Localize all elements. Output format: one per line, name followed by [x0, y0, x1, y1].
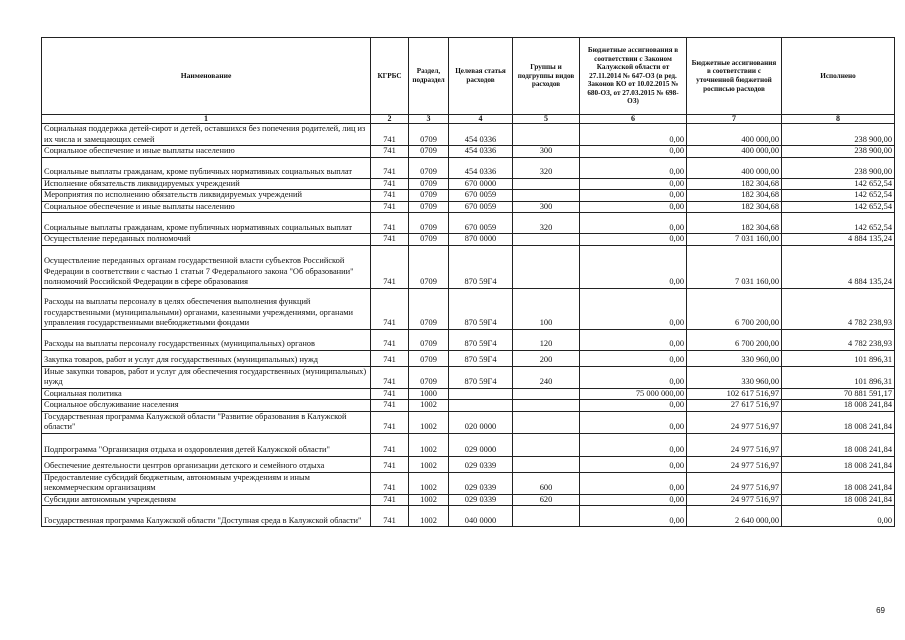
cell-refined: 24 977 516,97 [687, 494, 782, 506]
cell-law: 0,00 [580, 366, 687, 388]
cell-target: 870 59Г4 [449, 245, 513, 288]
header-groups: Группы и подгруппы видов расходов [513, 38, 580, 115]
cell-refined: 2 640 000,00 [687, 506, 782, 527]
cell-refined: 400 000,00 [687, 146, 782, 158]
table-row [42, 201, 895, 213]
cell-refined: 330 960,00 [687, 350, 782, 366]
table-row [42, 350, 895, 366]
cell-target: 029 0339 [449, 456, 513, 472]
cell-refined: 400 000,00 [687, 124, 782, 146]
cell-section: 0709 [409, 124, 449, 146]
cell-group [513, 456, 580, 472]
cell-target: 670 0059 [449, 190, 513, 202]
cell-name: Иные закупки товаров, работ и услуг для обеспечения государственных (муниципальных) нужд [42, 366, 371, 388]
table-row [42, 472, 895, 494]
cell-name: Государственная программа Калужской области "Развитие образования в Калужской области" [42, 411, 371, 433]
cell-refined: 182 304,68 [687, 213, 782, 234]
cell-refined: 182 304,68 [687, 190, 782, 202]
column-number: 5 [513, 115, 580, 124]
cell-name: Социальное обеспечение и иные выплаты населению [42, 146, 371, 158]
cell-law: 0,00 [580, 433, 687, 456]
cell-target: 670 0059 [449, 201, 513, 213]
cell-group: 200 [513, 350, 580, 366]
cell-name: Субсидии автономным учреждениям [42, 494, 371, 506]
header-name: Наименование [42, 38, 371, 115]
cell-executed: 142 652,54 [782, 213, 895, 234]
cell-executed: 4 884 135,24 [782, 245, 895, 288]
cell-name: Государственная программа Калужской области "Доступная среда в Калужской области" [42, 506, 371, 527]
cell-target: 870 59Г4 [449, 366, 513, 388]
column-number: 1 [42, 115, 371, 124]
cell-refined: 7 031 160,00 [687, 234, 782, 246]
cell-executed: 18 008 241,84 [782, 456, 895, 472]
header-row [42, 38, 895, 115]
cell-kgrbs: 741 [371, 124, 409, 146]
table-row [42, 494, 895, 506]
cell-law: 0,00 [580, 506, 687, 527]
cell-executed: 101 896,31 [782, 350, 895, 366]
cell-section: 0709 [409, 245, 449, 288]
cell-target: 870 59Г4 [449, 288, 513, 329]
header-assign-law: Бюджетные ассигнования в соответствии с Законом Калужской области от 27.11.2014 № 647-ОЗ (в ред. Законов КО от 10.02.2015 № 680-ОЗ, от 27.03.2015 № 698-ОЗ) [580, 38, 687, 115]
cell-section: 1002 [409, 400, 449, 412]
cell-section: 0709 [409, 350, 449, 366]
cell-kgrbs: 741 [371, 472, 409, 494]
cell-refined: 6 700 200,00 [687, 288, 782, 329]
cell-kgrbs: 741 [371, 245, 409, 288]
cell-section: 1002 [409, 472, 449, 494]
cell-executed: 101 896,31 [782, 366, 895, 388]
cell-group [513, 190, 580, 202]
cell-group: 100 [513, 288, 580, 329]
cell-law: 0,00 [580, 234, 687, 246]
cell-target: 029 0000 [449, 433, 513, 456]
cell-name: Социальная поддержка детей-сирот и детей, оставшихся без попечения родителей, лиц из их числа и замещающих семей [42, 124, 371, 146]
cell-kgrbs: 741 [371, 190, 409, 202]
cell-group: 320 [513, 213, 580, 234]
table-row [42, 124, 895, 146]
table-row [42, 190, 895, 202]
table-row [42, 411, 895, 433]
cell-group [513, 433, 580, 456]
cell-executed: 142 652,54 [782, 178, 895, 190]
cell-executed: 142 652,54 [782, 201, 895, 213]
cell-section: 0709 [409, 178, 449, 190]
cell-kgrbs: 741 [371, 456, 409, 472]
cell-executed: 4 782 238,93 [782, 288, 895, 329]
table-row [42, 288, 895, 329]
cell-executed: 18 008 241,84 [782, 472, 895, 494]
cell-section: 1002 [409, 506, 449, 527]
cell-kgrbs: 741 [371, 288, 409, 329]
cell-law: 75 000 000,00 [580, 388, 687, 400]
cell-law: 0,00 [580, 329, 687, 350]
table-row [42, 234, 895, 246]
table-row [42, 506, 895, 527]
cell-refined: 27 617 516,97 [687, 400, 782, 412]
cell-name: Осуществление переданных полномочий [42, 234, 371, 246]
cell-group: 300 [513, 201, 580, 213]
table-row [42, 146, 895, 158]
header-kgrbs: КГРБС [371, 38, 409, 115]
cell-law: 0,00 [580, 213, 687, 234]
cell-target [449, 388, 513, 400]
cell-target: 670 0000 [449, 178, 513, 190]
cell-executed: 142 652,54 [782, 190, 895, 202]
cell-name: Социальное обеспечение и иные выплаты населению [42, 201, 371, 213]
table-row [42, 456, 895, 472]
budget-table [41, 37, 895, 527]
cell-executed: 18 008 241,84 [782, 433, 895, 456]
table-row [42, 388, 895, 400]
header-assign-refined: Бюджетные ассигнования в соответствии с уточненной бюджетной росписью расходов [687, 38, 782, 115]
cell-group: 320 [513, 157, 580, 178]
cell-name: Расходы на выплаты персоналу государственных (муниципальных) органов [42, 329, 371, 350]
column-number: 2 [371, 115, 409, 124]
cell-section: 1002 [409, 456, 449, 472]
cell-kgrbs: 741 [371, 433, 409, 456]
cell-group: 120 [513, 329, 580, 350]
cell-group: 600 [513, 472, 580, 494]
cell-target: 454 0336 [449, 124, 513, 146]
table-row [42, 213, 895, 234]
header-target: Целевая статья расходов [449, 38, 513, 115]
cell-law: 0,00 [580, 472, 687, 494]
table-row [42, 178, 895, 190]
cell-target: 870 0000 [449, 234, 513, 246]
cell-refined: 7 031 160,00 [687, 245, 782, 288]
cell-refined: 24 977 516,97 [687, 433, 782, 456]
cell-group: 240 [513, 366, 580, 388]
page-number: 69 [876, 606, 885, 615]
cell-executed: 4 884 135,24 [782, 234, 895, 246]
cell-section: 0709 [409, 213, 449, 234]
cell-law: 0,00 [580, 245, 687, 288]
cell-refined: 182 304,68 [687, 201, 782, 213]
column-number: 7 [687, 115, 782, 124]
cell-executed: 238 900,00 [782, 157, 895, 178]
cell-executed: 238 900,00 [782, 124, 895, 146]
cell-kgrbs: 741 [371, 494, 409, 506]
cell-kgrbs: 741 [371, 400, 409, 412]
cell-name: Обеспечение деятельности центров организации детского и семейного отдыха [42, 456, 371, 472]
cell-executed: 70 881 591,17 [782, 388, 895, 400]
cell-group [513, 400, 580, 412]
cell-group [513, 506, 580, 527]
cell-kgrbs: 741 [371, 329, 409, 350]
cell-group [513, 234, 580, 246]
cell-kgrbs: 741 [371, 213, 409, 234]
cell-section: 0709 [409, 201, 449, 213]
cell-target: 454 0336 [449, 146, 513, 158]
cell-refined: 400 000,00 [687, 157, 782, 178]
column-number-row [42, 115, 895, 124]
table-row [42, 157, 895, 178]
column-number: 3 [409, 115, 449, 124]
cell-group [513, 178, 580, 190]
cell-kgrbs: 741 [371, 157, 409, 178]
cell-law: 0,00 [580, 178, 687, 190]
cell-executed: 18 008 241,84 [782, 400, 895, 412]
cell-law: 0,00 [580, 411, 687, 433]
cell-target: 029 0339 [449, 494, 513, 506]
header-section: Раздел, подраздел [409, 38, 449, 115]
cell-target: 670 0059 [449, 213, 513, 234]
cell-law: 0,00 [580, 124, 687, 146]
cell-law: 0,00 [580, 350, 687, 366]
cell-group [513, 388, 580, 400]
cell-law: 0,00 [580, 456, 687, 472]
cell-executed: 0,00 [782, 506, 895, 527]
cell-group: 300 [513, 146, 580, 158]
cell-executed: 18 008 241,84 [782, 494, 895, 506]
cell-law: 0,00 [580, 400, 687, 412]
cell-name: Исполнение обязательств ликвидируемых учреждений [42, 178, 371, 190]
cell-law: 0,00 [580, 288, 687, 329]
cell-target: 870 59Г4 [449, 329, 513, 350]
cell-refined: 102 617 516,97 [687, 388, 782, 400]
cell-refined: 6 700 200,00 [687, 329, 782, 350]
cell-name: Социальные выплаты гражданам, кроме публичных нормативных социальных выплат [42, 157, 371, 178]
cell-name: Социальная политика [42, 388, 371, 400]
budget-sheet [41, 37, 894, 527]
cell-name: Осуществление переданных органам государственной власти субъектов Российской Федерации в соответствии с частью 1 статьи 7 Федерального закона "Об образовании" полномочий Российской Федерации в сфере образования [42, 245, 371, 288]
cell-refined: 24 977 516,97 [687, 411, 782, 433]
cell-kgrbs: 741 [371, 234, 409, 246]
cell-target [449, 400, 513, 412]
cell-name: Закупка товаров, работ и услуг для государственных (муниципальных) нужд [42, 350, 371, 366]
cell-law: 0,00 [580, 201, 687, 213]
cell-section: 0709 [409, 288, 449, 329]
cell-target: 020 0000 [449, 411, 513, 433]
cell-kgrbs: 741 [371, 178, 409, 190]
table-row [42, 245, 895, 288]
cell-target: 040 0000 [449, 506, 513, 527]
cell-section: 1000 [409, 388, 449, 400]
cell-group: 620 [513, 494, 580, 506]
header-executed: Исполнено [782, 38, 895, 115]
cell-law: 0,00 [580, 146, 687, 158]
column-number: 6 [580, 115, 687, 124]
cell-kgrbs: 741 [371, 388, 409, 400]
cell-executed: 238 900,00 [782, 146, 895, 158]
cell-name: Расходы на выплаты персоналу в целях обеспечения выполнения функций государственными (муниципальными) органами, казенными учреждениями, органами управления государственными внебюджетными фондами [42, 288, 371, 329]
cell-name: Мероприятия по исполнению обязательств ликвидируемых учреждений [42, 190, 371, 202]
cell-kgrbs: 741 [371, 411, 409, 433]
cell-section: 0709 [409, 366, 449, 388]
cell-kgrbs: 741 [371, 201, 409, 213]
cell-section: 0709 [409, 234, 449, 246]
cell-section: 0709 [409, 157, 449, 178]
cell-name: Социальное обслуживание населения [42, 400, 371, 412]
cell-target: 870 59Г4 [449, 350, 513, 366]
table-row [42, 366, 895, 388]
cell-name: Социальные выплаты гражданам, кроме публичных нормативных социальных выплат [42, 213, 371, 234]
cell-law: 0,00 [580, 494, 687, 506]
cell-refined: 24 977 516,97 [687, 456, 782, 472]
cell-refined: 182 304,68 [687, 178, 782, 190]
cell-group [513, 124, 580, 146]
table-row [42, 400, 895, 412]
cell-executed: 18 008 241,84 [782, 411, 895, 433]
table-row [42, 433, 895, 456]
cell-section: 0709 [409, 146, 449, 158]
cell-refined: 330 960,00 [687, 366, 782, 388]
cell-target: 029 0339 [449, 472, 513, 494]
cell-section: 0709 [409, 190, 449, 202]
cell-law: 0,00 [580, 157, 687, 178]
cell-target: 454 0336 [449, 157, 513, 178]
cell-kgrbs: 741 [371, 506, 409, 527]
cell-kgrbs: 741 [371, 366, 409, 388]
table-row [42, 329, 895, 350]
cell-section: 1002 [409, 433, 449, 456]
cell-refined: 24 977 516,97 [687, 472, 782, 494]
cell-law: 0,00 [580, 190, 687, 202]
cell-group [513, 411, 580, 433]
cell-group [513, 245, 580, 288]
cell-section: 1002 [409, 411, 449, 433]
cell-executed: 4 782 238,93 [782, 329, 895, 350]
cell-kgrbs: 741 [371, 350, 409, 366]
cell-name: Предоставление субсидий бюджетным, автономным учреждениям и иным некоммерческим организациям [42, 472, 371, 494]
cell-section: 0709 [409, 329, 449, 350]
cell-section: 1002 [409, 494, 449, 506]
cell-name: Подпрограмма "Организация отдыха и оздоровления детей Калужской области" [42, 433, 371, 456]
column-number: 4 [449, 115, 513, 124]
column-number: 8 [782, 115, 895, 124]
cell-kgrbs: 741 [371, 146, 409, 158]
